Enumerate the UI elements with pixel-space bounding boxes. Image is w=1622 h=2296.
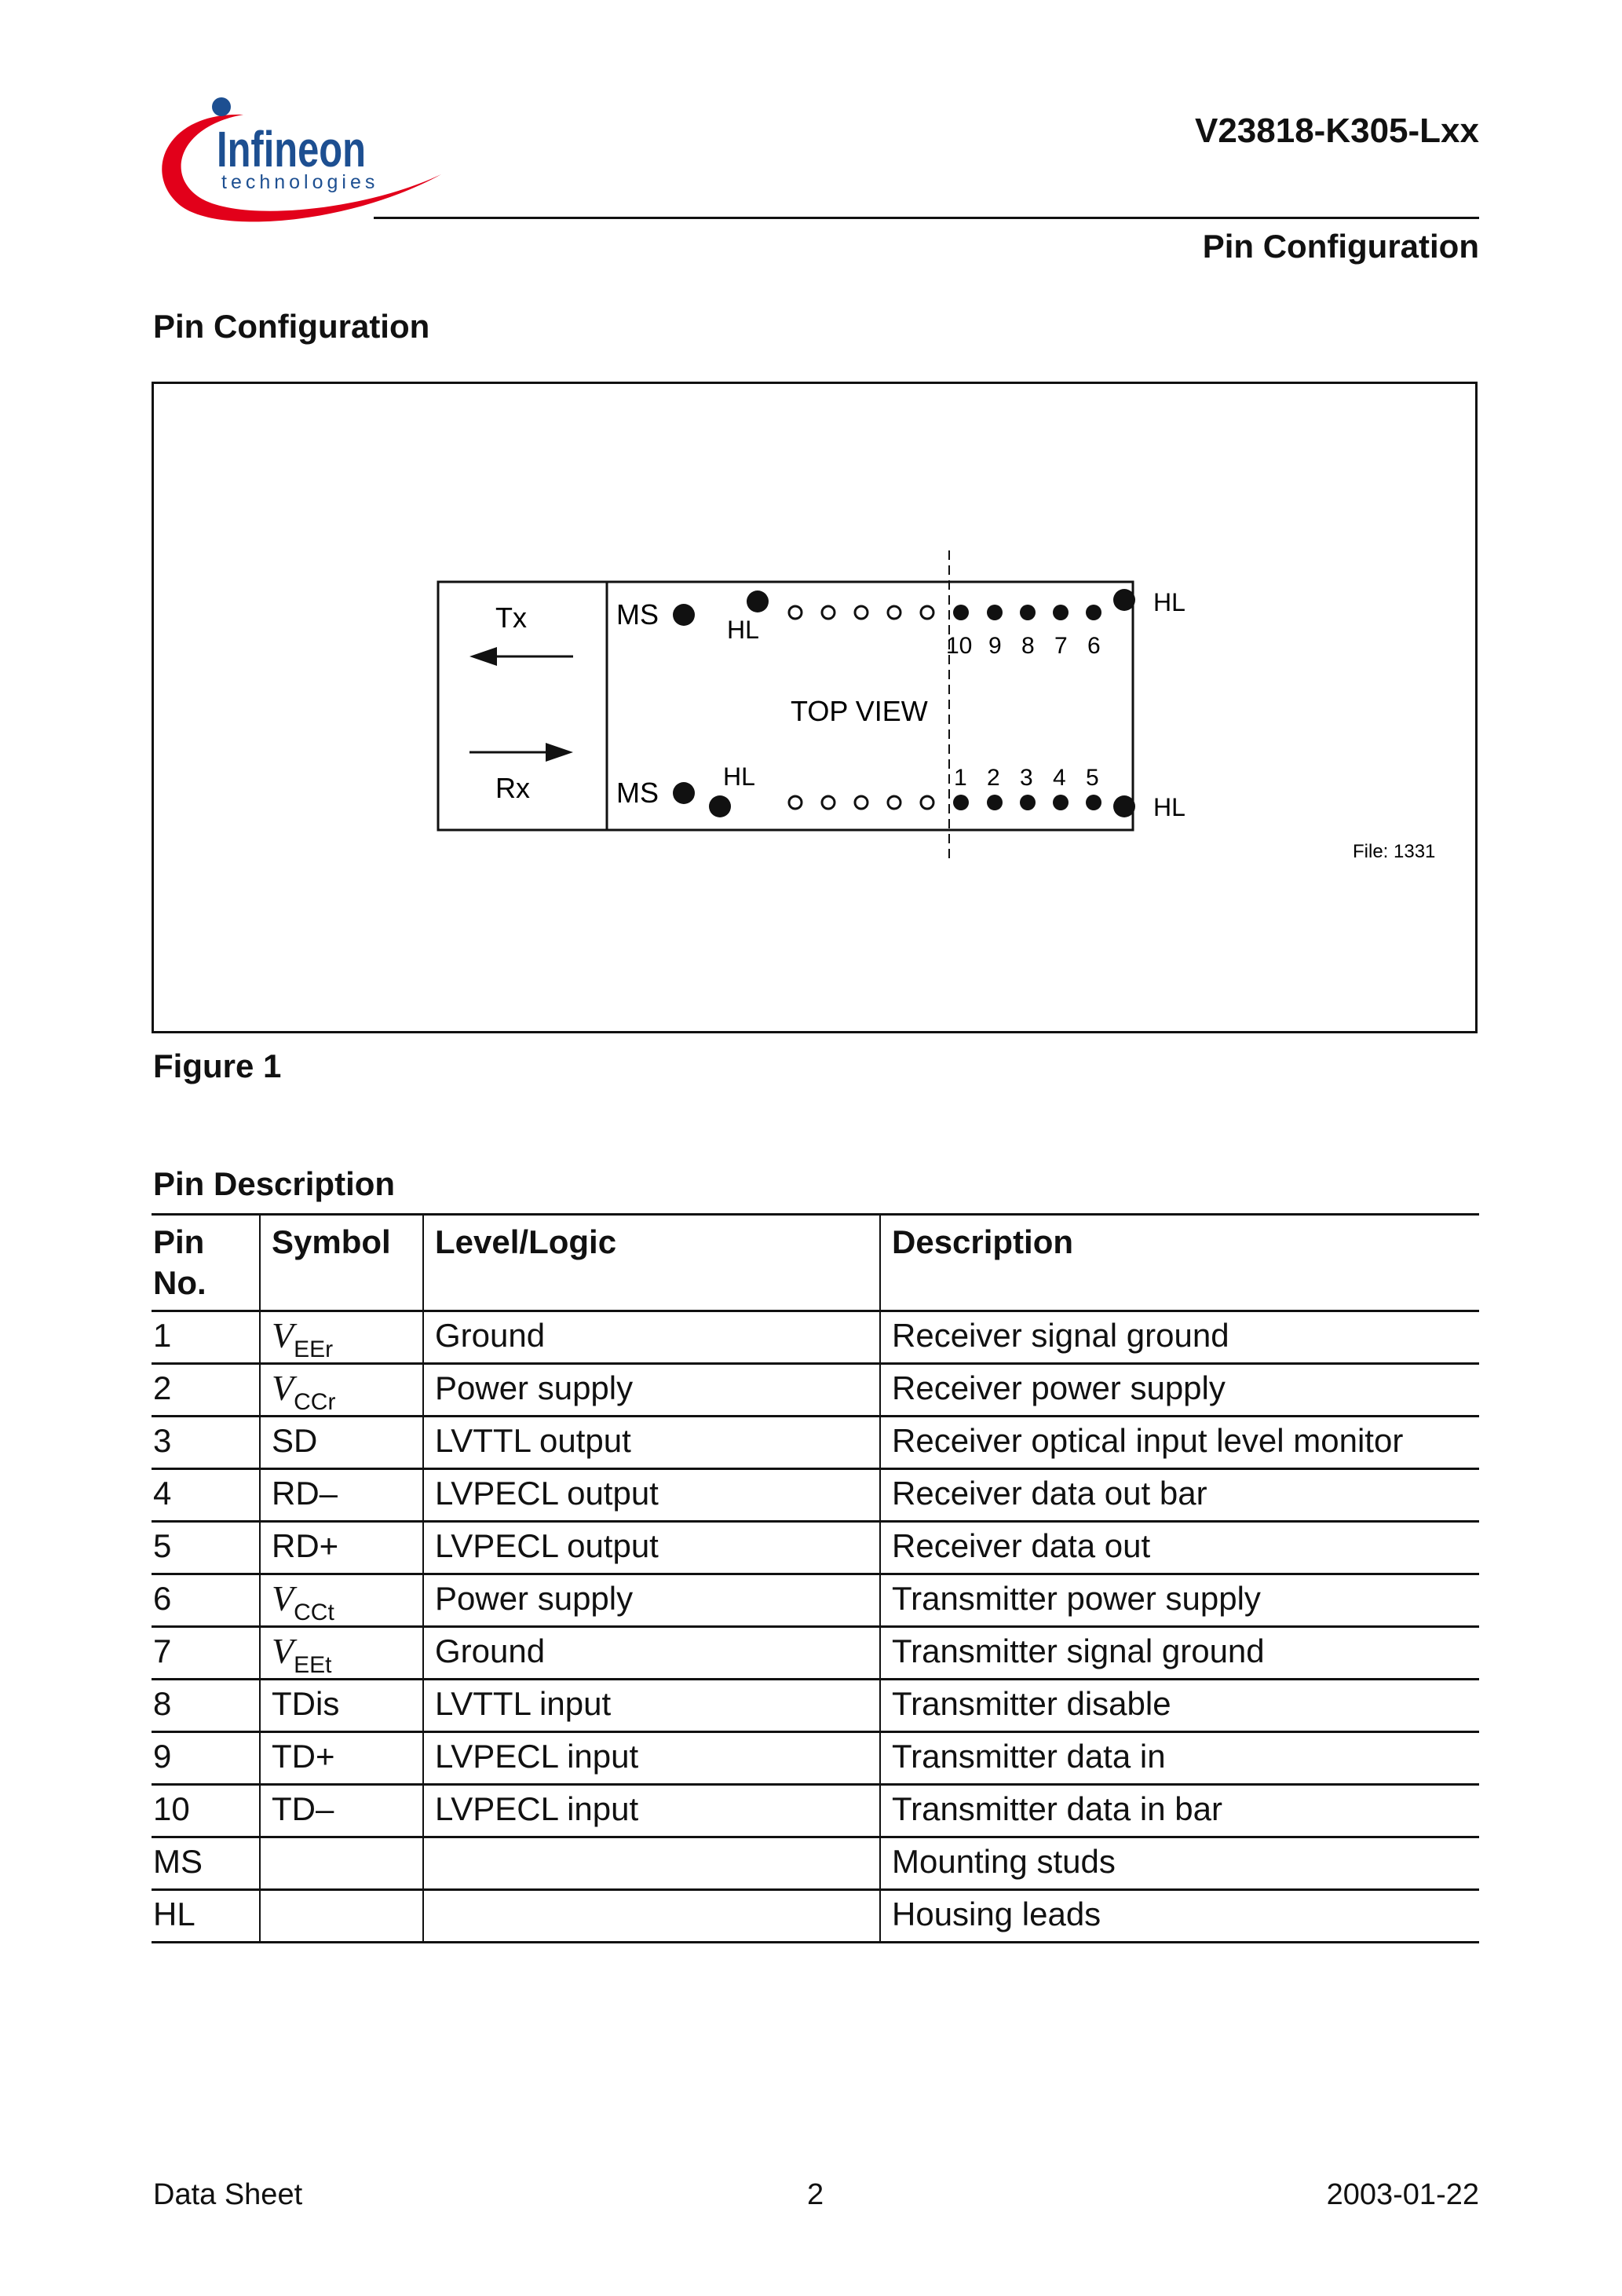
ms-top-pin [673, 604, 695, 626]
table-row [152, 1364, 1479, 1417]
table-row [152, 1574, 1479, 1627]
pin-4 [1053, 795, 1069, 810]
table-row [152, 1469, 1479, 1522]
pin-number: 9 [988, 633, 1002, 659]
hl-bottom-right-label: HL [1153, 793, 1185, 821]
pin-2 [987, 795, 1003, 810]
pin-5 [1086, 795, 1101, 810]
page-title: Pin Configuration [153, 308, 430, 345]
cell-level-logic: LVPECL input [423, 1732, 880, 1785]
hl-top-right-pin [1113, 589, 1135, 611]
cell-pin-no: MS [152, 1837, 260, 1890]
pin-description-title: Pin Description [153, 1165, 396, 1202]
cell-description: Receiver power supply [880, 1364, 1479, 1417]
cell-symbol: TD– [260, 1785, 423, 1837]
logo-dot [212, 97, 231, 116]
file-label: File: 1331 [1353, 841, 1436, 862]
cell-description: Receiver data out bar [880, 1469, 1479, 1522]
pin-number: 6 [1087, 633, 1101, 659]
cell-description: Receiver signal ground [880, 1311, 1479, 1364]
pin-number: 2 [987, 765, 1000, 791]
ms-top-label: MS [616, 598, 659, 631]
cell-symbol [260, 1627, 423, 1680]
table-header-row [152, 1215, 1479, 1311]
cell-level-logic: LVPECL output [423, 1469, 880, 1522]
cell-level-logic [423, 1890, 880, 1943]
cell-symbol: TDis [260, 1680, 423, 1732]
symbol-subscript: EEr [294, 1336, 334, 1362]
ms-bottom-pin [673, 782, 695, 804]
pin-number: 7 [1054, 633, 1068, 659]
hl-top-left-pin [747, 590, 769, 612]
cell-pin-no: 5 [152, 1522, 260, 1574]
cell-symbol: TD+ [260, 1732, 423, 1785]
pin-table-body [152, 1311, 1479, 1943]
cell-symbol [260, 1311, 423, 1364]
open-pin [855, 796, 868, 809]
pin-3 [1020, 795, 1036, 810]
open-pin [888, 796, 901, 809]
tx-arrow-head [469, 647, 497, 666]
footer-page-number: 2 [807, 2178, 824, 2211]
header-description: Description [880, 1215, 1479, 1311]
pin-number: 8 [1021, 633, 1035, 659]
cell-symbol: SD [260, 1417, 423, 1469]
pin-7 [1053, 605, 1069, 620]
cell-description: Receiver data out [880, 1522, 1479, 1574]
hl-top-left-label: HL [727, 616, 759, 644]
cell-description: Receiver optical input level monitor [880, 1417, 1479, 1469]
open-pin [855, 606, 868, 619]
cell-pin-no: 6 [152, 1574, 260, 1627]
infineon-logo [149, 88, 444, 228]
cell-description: Mounting studs [880, 1837, 1479, 1890]
symbol-v: V [272, 1315, 294, 1355]
open-pin [888, 606, 901, 619]
pin-10 [953, 605, 969, 620]
table-row [152, 1732, 1479, 1785]
pin-number: 5 [1086, 765, 1099, 791]
open-pin [921, 796, 933, 809]
cell-pin-no: 9 [152, 1732, 260, 1785]
logo-brand: Infineon [217, 121, 366, 177]
cell-description: Transmitter data in bar [880, 1785, 1479, 1837]
symbol-subscript: CCt [294, 1600, 334, 1625]
open-pin [921, 606, 933, 619]
footer-doc-type: Data Sheet [153, 2178, 303, 2211]
open-pin [822, 606, 835, 619]
cell-level-logic: Power supply [423, 1574, 880, 1627]
header-pin-line2: No. [153, 1264, 206, 1301]
table-row [152, 1837, 1479, 1890]
cell-symbol [260, 1574, 423, 1627]
table-row [152, 1522, 1479, 1574]
cell-symbol [260, 1364, 423, 1417]
open-pin [789, 606, 802, 619]
document-id: V23818-K305-Lxx [1194, 112, 1479, 150]
cell-level-logic: LVTTL input [423, 1680, 880, 1732]
pin-number: 1 [954, 765, 967, 791]
pin-description-table [152, 1213, 1479, 1943]
cell-level-logic: LVPECL input [423, 1785, 880, 1837]
pin-1 [953, 795, 969, 810]
header-symbol: Symbol [260, 1215, 423, 1311]
table-row [152, 1311, 1479, 1364]
cell-symbol [260, 1890, 423, 1943]
hl-bottom-left-pin [709, 795, 731, 817]
open-pin [822, 796, 835, 809]
cell-pin-no: 7 [152, 1627, 260, 1680]
footer-date: 2003-01-22 [1326, 2178, 1479, 2211]
hl-bottom-left-label: HL [723, 762, 755, 791]
cell-pin-no: 2 [152, 1364, 260, 1417]
tx-label: Tx [495, 601, 527, 634]
cell-pin-no: 3 [152, 1417, 260, 1469]
header-pin-line1: Pin [153, 1223, 205, 1260]
cell-level-logic [423, 1837, 880, 1890]
table-row [152, 1890, 1479, 1943]
rx-arrow-head [546, 743, 573, 762]
bottom-open-pins [789, 796, 933, 809]
table-row [152, 1785, 1479, 1837]
pin-number: 4 [1053, 765, 1066, 791]
ms-bottom-label: MS [616, 777, 659, 809]
cell-level-logic: LVPECL output [423, 1522, 880, 1574]
rx-label: Rx [495, 772, 530, 804]
header-level-logic: Level/Logic [423, 1215, 880, 1311]
figure-caption: Figure 1 [153, 1047, 282, 1084]
symbol-v: V [272, 1631, 294, 1671]
top-pin-numbers [946, 633, 1101, 659]
cell-level-logic: Power supply [423, 1364, 880, 1417]
cell-description: Housing leads [880, 1890, 1479, 1943]
pin-8 [1020, 605, 1036, 620]
header-pin-no [152, 1215, 260, 1311]
table-row [152, 1627, 1479, 1680]
cell-symbol: RD+ [260, 1522, 423, 1574]
cell-level-logic: Ground [423, 1627, 880, 1680]
bottom-filled-pins [953, 795, 1101, 810]
cell-description: Transmitter signal ground [880, 1627, 1479, 1680]
cell-description: Transmitter power supply [880, 1574, 1479, 1627]
table-row [152, 1417, 1479, 1469]
cell-pin-no: 8 [152, 1680, 260, 1732]
symbol-v: V [272, 1368, 294, 1408]
running-section-title: Pin Configuration [1202, 228, 1479, 265]
logo-tagline: technologies [221, 171, 379, 193]
hl-bottom-right-pin [1113, 795, 1135, 817]
cell-symbol: RD– [260, 1469, 423, 1522]
cell-description: Transmitter data in [880, 1732, 1479, 1785]
cell-level-logic: Ground [423, 1311, 880, 1364]
bottom-pin-numbers [954, 765, 1099, 791]
top-open-pins [789, 606, 933, 619]
pin-number: 3 [1020, 765, 1033, 791]
pin-configuration-diagram [152, 382, 1478, 1033]
cell-pin-no: 4 [152, 1469, 260, 1522]
pin-9 [987, 605, 1003, 620]
pin-number: 10 [946, 633, 973, 659]
cell-description: Transmitter disable [880, 1680, 1479, 1732]
cell-pin-no: 1 [152, 1311, 260, 1364]
cell-level-logic: LVTTL output [423, 1417, 880, 1469]
hl-top-right-label: HL [1153, 588, 1185, 616]
top-filled-pins [953, 605, 1101, 620]
cell-pin-no: 10 [152, 1785, 260, 1837]
cell-pin-no: HL [152, 1890, 260, 1943]
pin-6 [1086, 605, 1101, 620]
symbol-subscript: EEt [294, 1652, 332, 1678]
header-rule [374, 217, 1479, 219]
symbol-subscript: CCr [294, 1389, 336, 1415]
top-view-label: TOP VIEW [791, 695, 928, 727]
cell-symbol [260, 1837, 423, 1890]
open-pin [789, 796, 802, 809]
table-row [152, 1680, 1479, 1732]
symbol-v: V [272, 1578, 294, 1618]
